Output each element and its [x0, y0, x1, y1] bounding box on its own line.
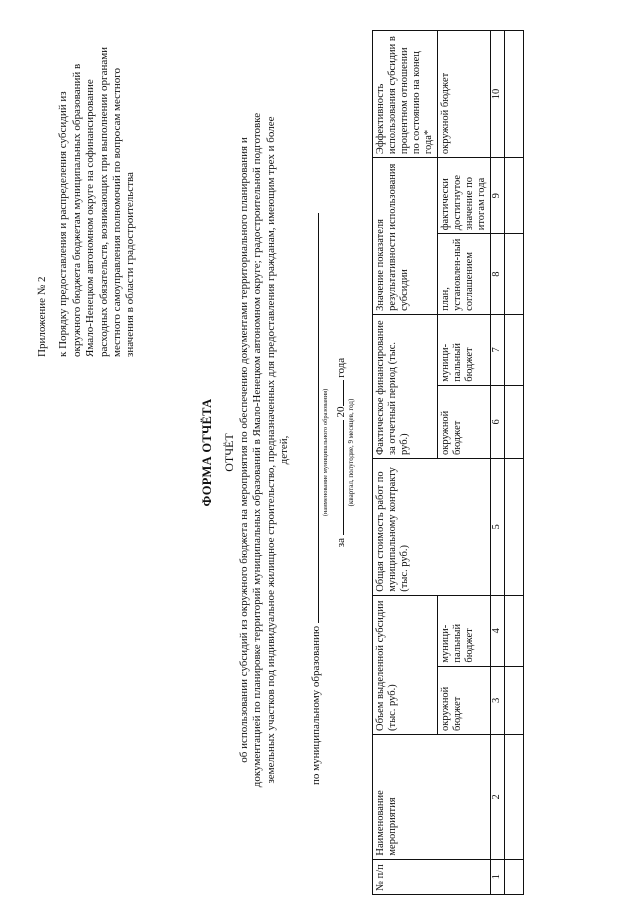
appendix-block: [36, 45, 138, 357]
subheader-plan: план, установлен-ный соглашением: [438, 234, 491, 315]
appendix-number: Приложение № 2: [36, 276, 48, 357]
column-number: 5: [491, 459, 505, 596]
column-number: 7: [491, 314, 505, 385]
subheader-mun-budget: муници-пальный бюджет: [438, 595, 491, 666]
table-cell[interactable]: [505, 31, 524, 158]
table-cell[interactable]: [505, 459, 524, 596]
form-title: ФОРМА ОТЧЁТА: [200, 398, 214, 507]
header-row: [373, 31, 438, 895]
municipality-line: [308, 145, 322, 785]
header-efficiency: Эффективность использования субсидии в процентном отношении по состоянию на конец года*: [373, 31, 438, 158]
column-number: 9: [491, 158, 505, 234]
municipality-blank[interactable]: [308, 213, 319, 623]
table-cell[interactable]: [505, 314, 524, 385]
column-number: 8: [491, 234, 505, 315]
subheader-fact: фактически достигнутое значение по итогам года: [438, 158, 491, 234]
subheader-okr-budget: окружной бюджет: [438, 385, 491, 458]
table-row: [505, 31, 524, 895]
municipality-label: по муниципальному образованию: [310, 625, 322, 785]
table-cell[interactable]: [505, 595, 524, 666]
column-number: 1: [491, 859, 505, 894]
municipality-hint: (наименование муниципального образования): [322, 388, 329, 517]
table-cell[interactable]: [505, 735, 524, 860]
header-num: № п/п: [373, 859, 491, 894]
table-cell[interactable]: [505, 385, 524, 458]
header-actual: Фактическое финансирование за отчетный период (тыс. руб.): [373, 314, 438, 458]
column-number: 10: [491, 31, 505, 158]
table-cell[interactable]: [505, 158, 524, 234]
header-subsidy: Объем выделенной субсидии (тыс. руб.): [373, 595, 438, 734]
period-year-prefix: 20: [335, 406, 347, 418]
appendix-text: к Порядку предоставления и распределения субсидий из окружного бюджета бюджетам муниципальных образований в Ямало-Ненецком автономном округе на софинансирование расходных обязательств, возникающих при выполнении органами местного самоуправления полномочий по вопросам местного значения в области градостроительства: [57, 46, 137, 357]
report-description: об использовании субсидий из окружного бюджета на мероприятия по обеспечению документами территориального планирования и документацией по планировке территорий муниципальных образований в Ямало-Ненецком автономном округе; градостроительной подготовке земельных участков под индивидуальное жилищное строительство, предназначенных для предоставления гражданам, имеющим трех и более детей,: [238, 112, 291, 788]
period-hint: (квартал, полугодие, 9 месяцев, год): [347, 398, 355, 507]
table-cell[interactable]: [505, 859, 524, 894]
header-name: Наименование мероприятия: [373, 735, 491, 860]
column-number: 4: [491, 595, 505, 666]
period-prefix: за: [335, 537, 347, 548]
period-line: [333, 0, 347, 905]
report-table: [372, 30, 524, 895]
period-suffix: года: [335, 357, 347, 378]
column-number: 2: [491, 735, 505, 860]
table-cell[interactable]: [505, 234, 524, 315]
period-blank[interactable]: [333, 420, 344, 535]
report-heading: ОТЧЁТ: [222, 433, 236, 472]
subheader-okr-budget: окружной бюджет: [438, 666, 491, 734]
header-indicator: Значение показателя результативности использования субсидии: [373, 158, 438, 315]
column-number: 3: [491, 666, 505, 734]
subheader-okr-budget: окружной бюджет: [438, 31, 491, 158]
column-number: 6: [491, 385, 505, 458]
header-cost: Общая стоимость работ по муниципальному контракту (тыс. руб.): [373, 459, 491, 596]
column-number-row: [491, 31, 505, 895]
year-blank[interactable]: [333, 380, 344, 406]
table-cell[interactable]: [505, 666, 524, 734]
subheader-mun-budget: муници-пальный бюджет: [438, 314, 491, 385]
